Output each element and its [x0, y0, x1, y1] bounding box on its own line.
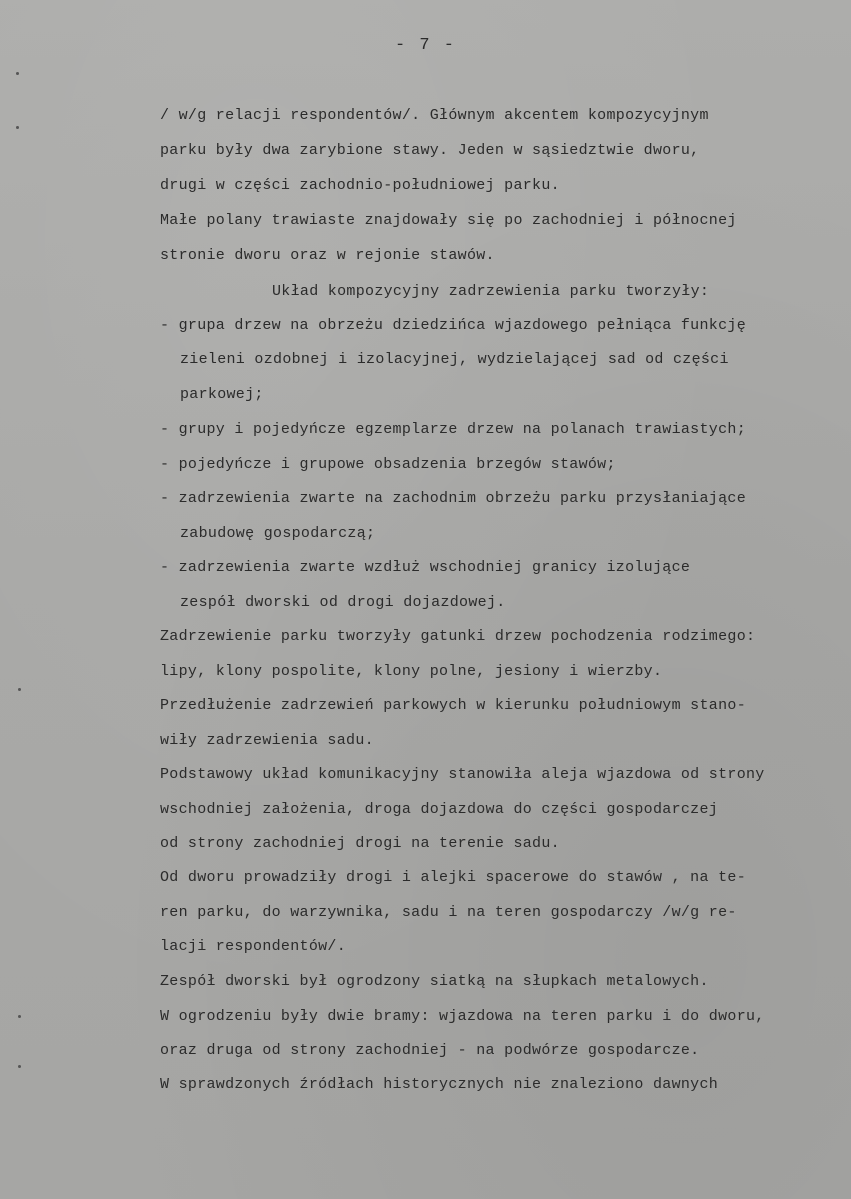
text-line-12: - zadrzewienia zwarte na zachodnim obrzeżu parku przysłaniające — [160, 490, 746, 507]
text-line-18: Przedłużenie zadrzewień parkowych w kierunku południowym stano- — [160, 697, 746, 714]
text-line-15: zespół dworski od drogi dojazdowej. — [180, 594, 506, 611]
text-line-21: wschodniej założenia, droga dojazdowa do części gospodarczej — [160, 801, 719, 818]
text-line-3: drugi w części zachodnio-południowej parku. — [160, 177, 560, 194]
text-line-23: Od dworu prowadziły drogi i alejki spacerowe do stawów , na te- — [160, 869, 746, 886]
scan-speck — [18, 688, 21, 691]
scan-speck — [16, 72, 19, 75]
text-line-29: W sprawdzonych źródłach historycznych nie znaleziono dawnych — [160, 1076, 719, 1093]
text-line-25: lacji respondentów/. — [160, 938, 347, 955]
text-line-2: parku były dwa zarybione stawy. Jeden w sąsiedztwie dworu, — [160, 142, 700, 159]
scan-speck — [18, 1065, 21, 1068]
text-line-17: lipy, klony pospolite, klony polne, jesiony i wierzby. — [160, 663, 663, 680]
text-line-26: Zespół dworski był ogrodzony siatką na słupkach metalowych. — [160, 973, 709, 990]
text-line-4: Małe polany trawiaste znajdowały się po zachodniej i północnej — [160, 212, 737, 229]
text-line-13: zabudowę gospodarczą; — [180, 525, 376, 542]
text-line-27: W ogrodzeniu były dwie bramy: wjazdowa na teren parku i do dworu, — [160, 1008, 765, 1025]
text-line-9: parkowej; — [180, 386, 264, 403]
page-number: - 7 - — [394, 36, 456, 55]
text-line-1: / w/g relacji respondentów/. Głównym akcentem kompozycyjnym — [160, 107, 709, 124]
text-line-11: - pojedyńcze i grupowe obsadzenia brzegów stawów; — [160, 456, 616, 473]
text-line-8: zieleni ozdobnej i izolacyjnej, wydzielającej sad od części — [180, 351, 729, 368]
text-line-5: stronie dworu oraz w rejonie stawów. — [160, 247, 495, 264]
text-line-16: Zadrzewienie parku tworzyły gatunki drzew pochodzenia rodzimego: — [160, 628, 756, 645]
text-line-20: Podstawowy układ komunikacyjny stanowiła aleja wjazdowa od strony — [160, 766, 765, 783]
text-line-24: ren parku, do warzywnika, sadu i na teren gospodarczy /w/g re- — [160, 904, 737, 921]
text-line-14: - zadrzewienia zwarte wzdłuż wschodniej granicy izolujące — [160, 559, 691, 576]
text-line-22: od strony zachodniej drogi na terenie sadu. — [160, 835, 560, 852]
scan-speck — [16, 126, 19, 129]
text-line-7: - grupa drzew na obrzeżu dziedzińca wjazdowego pełniąca funkcję — [160, 317, 746, 334]
text-line-19: wiły zadrzewienia sadu. — [160, 732, 374, 749]
text-line-6: Układ kompozycyjny zadrzewienia parku tworzyły: — [272, 283, 710, 300]
text-line-10: - grupy i pojedyńcze egzemplarze drzew na polanach trawiastych; — [160, 421, 746, 438]
text-line-28: oraz druga od strony zachodniej - na podwórze gospodarcze. — [160, 1042, 700, 1059]
scan-speck — [18, 1015, 21, 1018]
